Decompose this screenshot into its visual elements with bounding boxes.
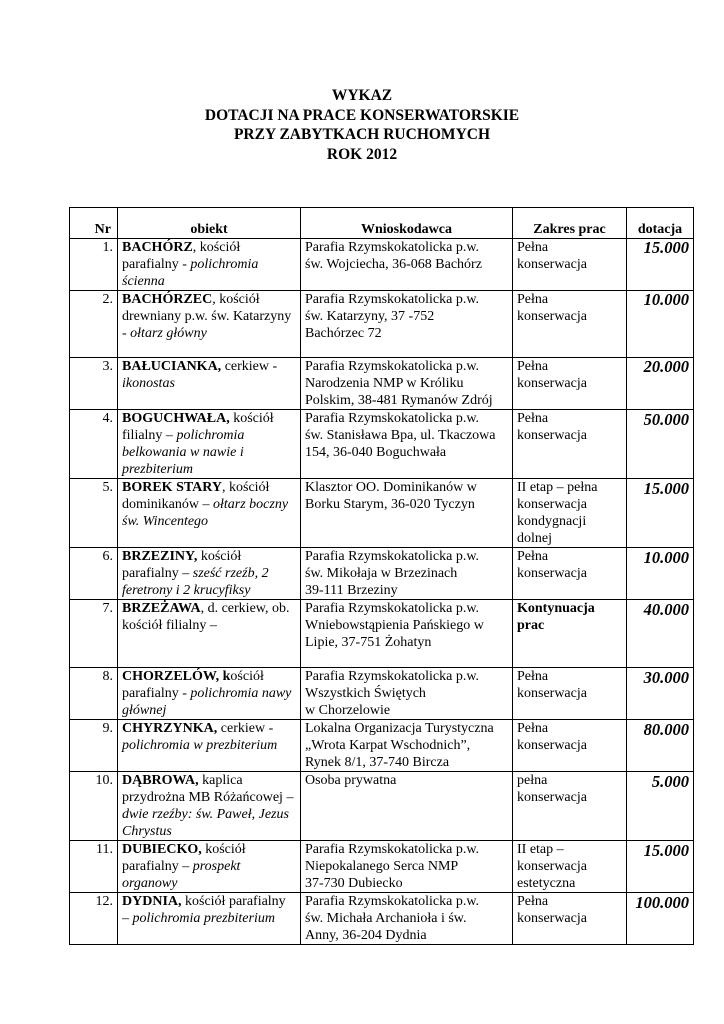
header-obiekt: obiekt <box>118 208 301 239</box>
applicant-line: św. Michała Archanioła i św. <box>305 911 467 926</box>
applicant-line: Borku Starym, 36-020 Tyczyn <box>305 497 475 512</box>
row-number: 12. <box>70 893 118 945</box>
applicant-cell <box>301 841 513 893</box>
scope-cell <box>513 548 627 600</box>
applicant-cell <box>301 720 513 772</box>
table-row <box>70 548 694 600</box>
header-zakres: Zakres prac <box>513 208 627 239</box>
applicant-line: Osoba prywatna <box>305 773 397 788</box>
applicant-line: Bachórzec 72 <box>305 326 382 341</box>
object-cell <box>118 358 301 410</box>
applicant-cell <box>301 410 513 479</box>
scope-line: konserwacja <box>517 376 587 391</box>
applicant-cell <box>301 291 513 358</box>
scope-cell <box>513 841 627 893</box>
scope-line: konserwacja <box>517 428 587 443</box>
object-description: kościół filialny – <box>122 411 274 443</box>
applicant-line: Parafia Rzymskokatolicka p.w. <box>305 549 480 564</box>
grant-amount: 10.000 <box>627 291 694 358</box>
scope-line: konserwacja <box>517 911 587 926</box>
applicant-line: 39-111 Brzeziny <box>305 583 398 598</box>
applicant-line: św. Katarzyny, 37 -752 <box>305 309 435 324</box>
object-description: , kościół drewniany p.w. św. Katarzyny - <box>122 292 292 341</box>
grant-amount: 15.000 <box>627 479 694 548</box>
grant-amount: 5.000 <box>627 772 694 841</box>
applicant-cell <box>301 893 513 945</box>
applicant-line: św. Wojciecha, 36-068 Bachórz <box>305 257 482 272</box>
object-work-item: ołtarz główny <box>130 326 207 341</box>
object-description: kaplica przydrożna MB Różańcowej – <box>122 773 294 805</box>
object-name: BAŁUCIANKA, <box>122 359 222 374</box>
scope-line: estetyczna <box>517 876 576 891</box>
object-cell <box>118 720 301 772</box>
object-description: kościół parafialny – <box>122 894 286 926</box>
scope-line: Pełna <box>517 721 549 736</box>
object-cell <box>118 479 301 548</box>
object-work-item: polichromia belkowania w nawie i prezbiterium <box>122 428 245 477</box>
applicant-line: Parafia Rzymskokatolicka p.w. <box>305 359 480 374</box>
object-work-item: polichromia prezbiterium <box>132 911 275 926</box>
table-header-row <box>70 208 694 239</box>
scope-cell <box>513 772 627 841</box>
row-number: 3. <box>70 358 118 410</box>
object-cell <box>118 772 301 841</box>
applicant-cell <box>301 358 513 410</box>
table-row <box>70 358 694 410</box>
scope-cell <box>513 893 627 945</box>
object-description: ościół parafialny - <box>122 669 264 701</box>
applicant-line: św. Stanisława Bpa, ul. Tkaczowa <box>305 428 496 443</box>
object-work-item: ołtarz boczny św. Wincentego <box>122 497 289 529</box>
object-name: BRZEŻAWA <box>122 601 201 616</box>
scope-cell <box>513 720 627 772</box>
applicant-line: Narodzenia NMP w Króliku <box>305 376 464 391</box>
scope-line: prac <box>517 618 545 633</box>
scope-cell <box>513 668 627 720</box>
header-dotacja: dotacja <box>627 208 694 239</box>
object-cell <box>118 668 301 720</box>
scope-line: konserwacja <box>517 738 587 753</box>
row-number: 1. <box>70 239 118 291</box>
title-line-1: WYKAZ <box>331 87 393 104</box>
scope-line: konserwacja <box>517 497 587 512</box>
header-nr: Nr <box>70 208 118 239</box>
applicant-line: Parafia Rzymskokatolicka p.w. <box>305 240 480 255</box>
applicant-line: Klasztor OO. Dominikanów w <box>305 480 477 495</box>
grant-amount: 20.000 <box>627 358 694 410</box>
object-name: CHORZELÓW, k <box>122 669 231 684</box>
row-number: 4. <box>70 410 118 479</box>
scope-line: II etap – pełna <box>517 480 598 495</box>
scope-line: Pełna <box>517 894 549 909</box>
applicant-line: „Wrota Karpat Wschodnich”, <box>305 738 471 753</box>
table-row <box>70 720 694 772</box>
scope-line: Pełna <box>517 549 549 564</box>
applicant-line: Parafia Rzymskokatolicka p.w. <box>305 411 480 426</box>
object-cell <box>118 893 301 945</box>
row-number: 2. <box>70 291 118 358</box>
applicant-line: Parafia Rzymskokatolicka p.w. <box>305 601 480 616</box>
grants-table <box>69 207 694 945</box>
scope-line: kondygnacji <box>517 514 587 529</box>
object-work-item: dwie rzeźby: św. Paweł, Jezus Chrystus <box>122 807 289 839</box>
object-work-item: sześć rzeźb, 2 feretrony i 2 krucyfiksy <box>122 566 269 598</box>
object-cell <box>118 600 301 668</box>
table-row <box>70 668 694 720</box>
scope-cell <box>513 479 627 548</box>
grant-amount: 30.000 <box>627 668 694 720</box>
applicant-cell <box>301 668 513 720</box>
title-line-2: DOTACJI NA PRACE KONSERWATORSKIE <box>204 106 520 124</box>
title-line-4: ROK 2012 <box>326 145 398 163</box>
object-cell <box>118 291 301 358</box>
scope-cell <box>513 291 627 358</box>
object-name: BACHÓRZEC <box>122 292 213 307</box>
object-cell <box>118 841 301 893</box>
object-cell <box>118 548 301 600</box>
table-row <box>70 410 694 479</box>
applicant-cell <box>301 548 513 600</box>
scope-cell <box>513 410 627 479</box>
grant-amount: 15.000 <box>627 841 694 893</box>
scope-cell <box>513 600 627 668</box>
applicant-cell <box>301 600 513 668</box>
row-number: 9. <box>70 720 118 772</box>
object-name: DĄBROWA, <box>122 773 199 788</box>
title-line-3: PRZY ZABYTKACH RUCHOMYCH <box>233 126 491 143</box>
applicant-cell <box>301 772 513 841</box>
object-work-item: prospekt organowy <box>122 859 241 891</box>
applicant-line: Niepokalanego Serca NMP <box>305 859 459 874</box>
scope-cell <box>513 358 627 410</box>
object-name: CHYRZYNKA, <box>122 721 218 736</box>
object-work-item: polichromia nawy głównej <box>122 686 292 718</box>
grant-amount: 100.000 <box>627 893 694 945</box>
applicant-line: w Chorzelowie <box>305 703 391 718</box>
scope-line: dolnej <box>517 531 552 546</box>
table-row <box>70 841 694 893</box>
object-work-item: polichromia w prezbiterium <box>122 738 278 753</box>
scope-line: Kontynuacja <box>517 601 595 616</box>
scope-line: konserwacja <box>517 257 587 272</box>
object-name: DUBIECKO, <box>122 842 202 857</box>
object-name: DYDNIA, <box>122 894 182 909</box>
row-number: 10. <box>70 772 118 841</box>
object-description: kościół parafialny – <box>122 842 246 874</box>
row-number: 8. <box>70 668 118 720</box>
applicant-cell <box>301 239 513 291</box>
applicant-line: Rynek 8/1, 37-740 Bircza <box>305 755 450 770</box>
scope-line: konserwacja <box>517 859 587 874</box>
header-wnioskodawca: Wnioskodawca <box>301 208 513 239</box>
scope-line: konserwacja <box>517 309 587 324</box>
scope-line: Pełna <box>517 292 549 307</box>
scope-line: Pełna <box>517 359 549 374</box>
row-number: 6. <box>70 548 118 600</box>
applicant-line: Parafia Rzymskokatolicka p.w. <box>305 669 480 684</box>
document-title <box>0 86 724 164</box>
row-number: 11. <box>70 841 118 893</box>
table-body <box>70 239 694 945</box>
applicant-line: Parafia Rzymskokatolicka p.w. <box>305 292 480 307</box>
applicant-line: 37-730 Dubiecko <box>305 876 403 891</box>
object-description: , kościół dominikanów – <box>122 480 270 512</box>
object-cell <box>118 410 301 479</box>
scope-line: Pełna <box>517 669 549 684</box>
applicant-line: Lokalna Organizacja Turystyczna <box>305 721 494 736</box>
object-description: kościół parafialny – <box>122 549 242 581</box>
scope-line: konserwacja <box>517 566 587 581</box>
grant-amount: 80.000 <box>627 720 694 772</box>
applicant-cell <box>301 479 513 548</box>
object-description: cerkiew - <box>217 721 274 736</box>
table-row <box>70 291 694 358</box>
grant-amount: 50.000 <box>627 410 694 479</box>
table-row <box>70 239 694 291</box>
table-row <box>70 600 694 668</box>
scope-line: pełna <box>517 773 548 788</box>
scope-line: konserwacja <box>517 790 587 805</box>
table-row <box>70 893 694 945</box>
applicant-line: 154, 36-040 Boguchwała <box>305 445 447 460</box>
applicant-line: św. Mikołaja w Brzezinach <box>305 566 458 581</box>
row-number: 7. <box>70 600 118 668</box>
applicant-line: Polskim, 38-481 Rymanów Zdrój <box>305 393 493 408</box>
grant-amount: 40.000 <box>627 600 694 668</box>
object-description: cerkiew - <box>221 359 278 374</box>
object-name: BOGUCHWAŁA, <box>122 411 230 426</box>
scope-line: Pełna <box>517 240 549 255</box>
object-name: BOREK STARY <box>122 480 222 495</box>
scope-line: Pełna <box>517 411 549 426</box>
applicant-line: Parafia Rzymskokatolicka p.w. <box>305 894 480 909</box>
applicant-line: Anny, 36-204 Dydnia <box>305 928 427 943</box>
object-name: BACHÓRZ <box>122 240 193 255</box>
object-cell <box>118 239 301 291</box>
object-work-item: ikonostas <box>122 376 175 391</box>
table-row <box>70 479 694 548</box>
table-row <box>70 772 694 841</box>
object-description: , d. cerkiew, ob. kościół filialny – <box>122 601 290 633</box>
scope-cell <box>513 239 627 291</box>
applicant-line: Wszystkich Świętych <box>305 686 426 701</box>
scope-line: II etap – <box>517 842 564 857</box>
grant-amount: 15.000 <box>627 239 694 291</box>
applicant-line: Parafia Rzymskokatolicka p.w. <box>305 842 480 857</box>
grant-amount: 10.000 <box>627 548 694 600</box>
applicant-line: Wniebowstąpienia Pańskiego w <box>305 618 484 633</box>
object-description: , kościół parafialny - <box>122 240 241 272</box>
object-name: BRZEZINY, <box>122 549 198 564</box>
object-work-item: polichromia ścienna <box>122 257 259 289</box>
applicant-line: Lipie, 37-751 Żohatyn <box>305 635 432 650</box>
row-number: 5. <box>70 479 118 548</box>
scope-line: konserwacja <box>517 686 587 701</box>
